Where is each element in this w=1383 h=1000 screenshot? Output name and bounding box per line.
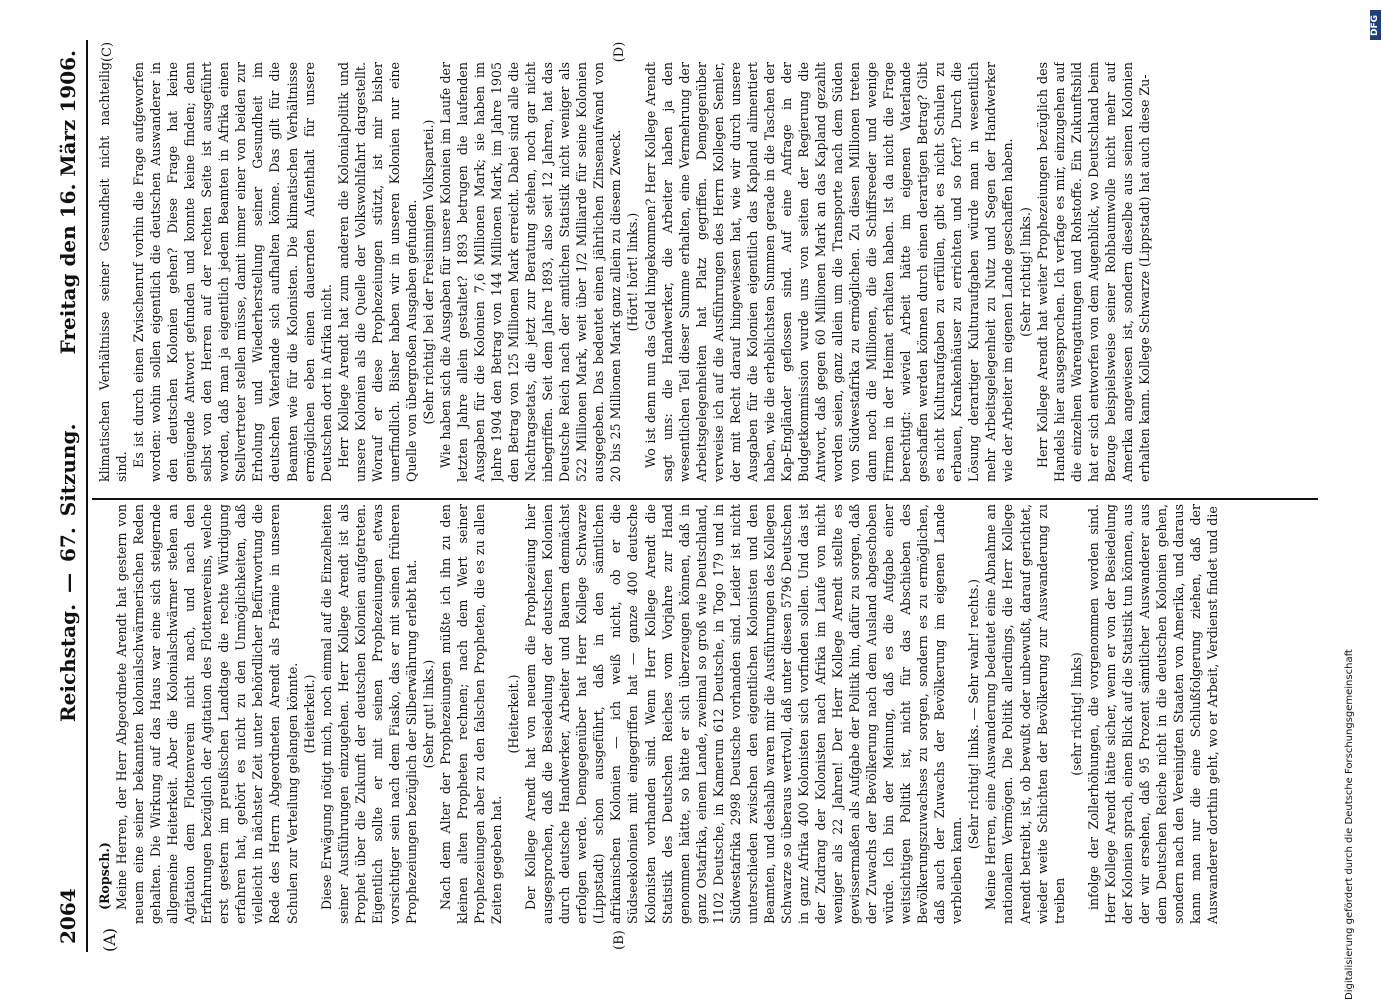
- page-number: 2064: [56, 888, 80, 944]
- interjection: (Sehr richtig! links. — Sehr wahr! rechts.): [966, 578, 982, 850]
- page-header: [52, 40, 88, 952]
- interjection: (Heiterkeit.): [301, 674, 317, 754]
- paragraph: Es ist durch einen Zwischenruf vorhin die Frage aufgeworfen worden: wohin sollen eigentlich die deutschen Auswanderer in den deutschen Kolonien gehen? Diese Frage hat keine genügende Antwort gefunden und konnte keine finden; denn selbst von den Herren auf der rechten Seite ist ausgeführt worden, daß man ja eigentlich jedem Beamten in Afrika einen Stellvertreter stellen müsse, damit immer einer von beiden zur Erholung und Wiederherstellung seiner Gesundheit im deutschen Vaterlande sich aufhalten könne. Das gilt für die Beamten wie für die Kolonisten. Die klimatischen Verhältnisse ermöglichen eben einen dauernden Aufenthalt für unsere Deutschen dort in Afrika nicht.: [131, 62, 334, 482]
- digitization-note: [1344, 10, 1358, 1000]
- page: [52, 40, 1328, 952]
- margin-marker-b: (B): [612, 930, 627, 950]
- column-divider: [92, 499, 1318, 501]
- interjection: (Heiterkeit.): [506, 674, 522, 754]
- right-column: [96, 62, 1321, 482]
- paragraph: Der Kollege Arendt hat von neuem die Prophezeiung hier ausgesprochen, daß die Besiedelung der deutschen Kolonien durch deutsche Handwerker, Arbeiter und Bauern demnächst erfolgen werde. Demgegenüber hat Herr Kollege Schwarze (Lippstadt) schon ausgeführt, daß in den sämtlichen afrikanischen Kolonien — ich weiß nicht, ob er die Südseekolonien mit eingegriffen hat — ganze 400 deutsche Kolonisten vorhanden sind. Wenn Herr Kollege Arendt die Statistik des Deutschen Reiches vom Vorjahre zur Hand genommen hätte, so hätte er sich überzeugen können, daß in ganz Ostafrika, einem Lande, zweimal so groß wie Deutschland, 1102 Deutsche, in Kamerun 612 Deutsche, in Togo 179 und in Südwestafrika 2998 Deutsche vorhanden sind. Leider ist nicht unterschieden zwischen den eigentlichen Kolonisten und den Beamten, und deshalb waren mir die Ausführungen des Kollegen Schwarze so überaus wertvoll, daß unter diesen 5796 Deutschen in ganz Afrika 400 Kolonisten sich vorfinden sollen. Und das ist der Zudrang der Kolonisten nach Afrika im Laufe von nicht weniger als 22 Jahren! Der Herr Kollege Arendt stellte es gewissermaßen als Aufgabe der Politik hin, dafür zu sorgen, daß der Zuwachs der Bevölkerung nach dem Ausland abgeschoben würde. Ich bin der Meinung, daß es die Aufgabe einer weitsichtigen Politik ist, nicht für das Abschieben des Bevölkerungszuwachses zu sorgen, sondern es zu ermöglichen, daß auch der Zuwachs der Bevölkerung im eigenen Lande verbleiben kann.: [523, 504, 965, 924]
- paragraph: infolge der Zollerhöhungen, die vorgenommen worden sind. Herr Kollege Arendt hätte sicher, wenn er von der Besiedelung der Kolonien sprach, einen Blick auf die Statistik tun können, aus der wir ersehen, daß 95 Prozent sämtlicher Auswanderer aus dem Deutschen Reiche nicht in die deutschen Kolonien gehen, sondern nach den Vereinigten Staaten von Amerika, und daraus kann man nur die eine Schlußfolgerung ziehen, daß der Auswanderer dorthin geht, wo er Arbeit, Verdienst findet und die: [1085, 504, 1221, 924]
- paragraph: Diese Erwägung nötigt mich, noch einmal auf die Einzelheiten seiner Ausführungen einzugehen. Herr Kollege Arendt ist als Prophet über die Zukunft der deutschen Kolonien aufgetreten. Eigentlich sollte er mit seinen Prophezeiungen etwas vorsichtiger sein nach dem Fiasko, das er mit seinen früheren Prophezeiungen bezüglich der Silberwährung erlebt hat.: [318, 504, 419, 924]
- speaker-name: (Ropsch.): [97, 842, 112, 910]
- paragraph: Herr Kollege Arendt hat weiter Prophezeiungen bezüglich des Handels hier ausgesprochen. Ich verfage es mir, einzugehen auf die einzelnen Warengattungen und Rohstoffe. Ein Zukunftsbild hat er sich entworfen von dem Augenblick, wo Deutschland beim Bezuge beispielsweise seiner Rohbaumwolle nicht mehr auf Amerika angewiesen ist, sondern dieselbe aus seinen Kolonien erhalten kann. Kollege Schwarze (Lippstadt) hat auch diese Zu-: [1034, 62, 1152, 482]
- paragraph: Herr Kollege Arendt hat zum anderen die Kolonialpolitik und unsere Kolonien als die Quelle der Volkswohlfahrt dargestellt. Worauf er diese Prophezeiungen stützt, ist mir bisher unerfindlich. Bisher haben wir in unseren Kolonien nur eine Quelle von übergroßen Ausgaben gefunden.: [335, 62, 419, 482]
- session-date: Freitag den 16. März 1906.: [56, 50, 80, 355]
- dfg-logo: DFG: [1370, 10, 1381, 40]
- paragraph: klimatischen Verhältnisse seiner Gesundheit nicht nachteilig sind.: [97, 62, 130, 482]
- paragraph: Nach dem Alter der Prophezeiungen müßte ich ihn zu den kleinen alten Propheten rechnen; nach dem Wert seiner Prophezeiungen aber zu den falschen Propheten, die es zu allen Zeiten gegeben hat.: [437, 504, 505, 924]
- paragraph: Wo ist denn nun das Geld hingekommen? Herr Kollege Arendt sagt uns: die Handwerker, die Arbeiter haben ja den wesentlichen Teil dieser Summe erhalten, eine Vermehrung der Arbeitsgelegenheiten hat Platz gegriffen. Demgegenüber verweise ich auf die Ausführungen des Herrn Kollegen Semler, der mit Recht darauf hingewiesen hat, wie wir durch unsere Ausgaben für die Kolonien eigentlich das Kapland alimentiert haben, wie die erheblichsten Summen gerade in die Taschen der Kap-Engländer geflossen sind. Auf eine Anfrage in der Budgetkommission wurde uns von seiten der Regierung die Antwort, daß gegen 60 Millionen Mark an das Kapland gezahlt worden seien, ganz allein um die Transporte nach dem Süden von Südwestafrika zu ermöglichen. Zu diesen Millionen treten dann noch die Millionen, die die Schiffsreeder und wenige Firmen in der Heimat erhalten haben. Ist da nicht die Frage berechtigt: wieviel Arbeit hätte im eigenen Vaterlande geschaffen werden können durch einen derartigen Betrag? Gibt es nicht Kulturaufgaben zu erfüllen, gibt es nicht Schulen zu erbauen, Krankenhäuser zu errichten und so fort? Durch die Lösung derartiger Kulturaufgaben würde man in wesentlich mehr Arbeitsgelegenheit zu Nutz und Segen der Handwerker wie der Arbeiter im eigenen Lande geschaffen haben.: [642, 62, 1016, 482]
- interjection: (Sehr richtig! links.): [1017, 207, 1033, 337]
- margin-marker-c: (C): [100, 41, 115, 63]
- paragraph: Meine Herren, eine Auswanderung bedeutet eine Abnahme an nationalem Vermögen. Die Politik allerdings, die Herr Kollege Arendt betreibt, ist, ob bewußt oder unbewußt, darauf gerichtet, wieder weite Schichten der Bevölkerung zur Auswanderung zu treiben: [983, 504, 1067, 924]
- digitization-note-text: Digitalisierung gefördert durch die Deutsche Forschungsgemeinschaft: [1344, 649, 1355, 1000]
- interjection: (Hört! hört! links.): [625, 212, 641, 332]
- session-title: Reichstag. — 67. Sitzung.: [56, 423, 80, 722]
- margin-marker-a: (A): [100, 927, 119, 953]
- paragraph: Wie haben sich die Ausgaben für unsere Kolonien im Laufe der letzten Jahre allein gestaltet? 1893 betrugen die laufenden Ausgaben für die Kolonien 7,6 Millionen Mark; sie haben im Jahre 1904 den Betrag von 144 Millionen Mark, im Jahre 1905 den Betrag von 125 Millionen Mark erreicht. Dabei sind alle die Nachtragsetats, die jetzt zur Beratung stehen, noch gar nicht inbegriffen. Seit dem Jahre 1893, also seit 12 Jahren, hat das Deutsche Reich nach der amtlichen Statistik nicht weniger als 522 Millionen Mark, weit über 1/2 Milliarde für seine Kolonien ausgegeben. Das bedeutet einen jährlichen Zinsenaufwand von 20 bis 25 Millionen Mark ganz allein zu diesem Zweck.: [437, 62, 624, 482]
- interjection: (Sehr gut! links.): [420, 659, 436, 769]
- interjection: (Sehr richtig! bei der Freisinnigen Volkspartei.): [420, 119, 436, 425]
- interjection: (sehr richtig! links): [1068, 652, 1084, 776]
- paragraph: Meine Herren, der Herr Abgeordnete Arendt hat gestern von neuem eine seiner bekannten kolonialschwärmerischen Reden gehalten. Die Wirkung auf das Haus war eine sich steigernde allgemeine Heiterkeit. Aber die Kolonialschwärmer stehen an Agitation dem Flottenverein nicht nach, und nach den Erfahrungen bezüglich der Agitation des Flottenvereins, welche erst gestern im preußischen Landtage die rechte Würdigung erfahren hat, gehört es nicht zu den Unmöglichkeiten, daß vielleicht in nächster Zeit unter behördlicher Befürwortung die Rede des Herrn Abgeordneten Arendt als Prämie in unseren Schulen zur Verteilung gelangen könnte.: [114, 504, 300, 924]
- left-column: [96, 504, 1321, 924]
- margin-marker-d: (D): [612, 41, 627, 63]
